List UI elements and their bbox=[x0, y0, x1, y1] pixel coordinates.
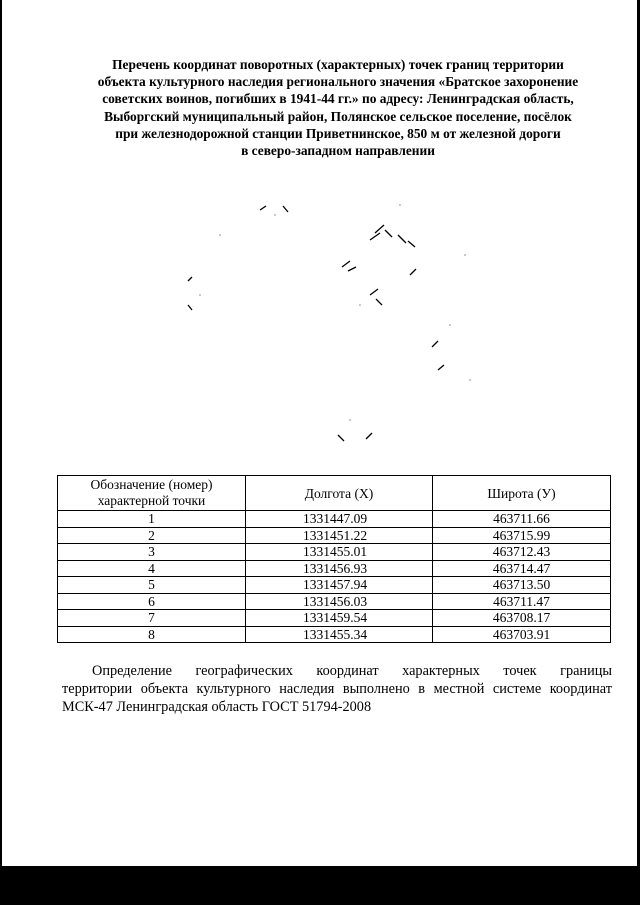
header-latitude: Широта (У) bbox=[433, 476, 611, 511]
coordinate-system-note bbox=[62, 662, 612, 716]
table-row bbox=[58, 560, 611, 577]
cell-latitude: 463708.17 bbox=[433, 610, 611, 627]
cell-longitude: 1331455.34 bbox=[246, 626, 433, 643]
title-line: Перечень координат поворотных (характерных) точек границ территории bbox=[112, 57, 564, 72]
cell-point: 5 bbox=[58, 577, 246, 594]
table-header-row bbox=[58, 476, 611, 511]
cell-longitude: 1331455.01 bbox=[246, 544, 433, 561]
cell-point: 8 bbox=[58, 626, 246, 643]
cell-latitude: 463713.50 bbox=[433, 577, 611, 594]
cell-point: 4 bbox=[58, 560, 246, 577]
header-longitude: Долгота (X) bbox=[246, 476, 433, 511]
cell-point: 7 bbox=[58, 610, 246, 627]
cell-point: 2 bbox=[58, 527, 246, 544]
cell-longitude: 1331456.03 bbox=[246, 593, 433, 610]
cell-latitude: 463711.66 bbox=[433, 511, 611, 528]
cell-latitude: 463714.47 bbox=[433, 560, 611, 577]
table-row bbox=[58, 610, 611, 627]
title-line: в северо-западном направлении bbox=[241, 143, 435, 159]
cell-longitude: 1331447.09 bbox=[246, 511, 433, 528]
faint-scheme-marks bbox=[170, 195, 490, 455]
cell-longitude: 1331456.93 bbox=[246, 560, 433, 577]
table-row bbox=[58, 527, 611, 544]
cell-point: 1 bbox=[58, 511, 246, 528]
cell-longitude: 1331451.22 bbox=[246, 527, 433, 544]
note-line: Определение географических координат характерных точек границы bbox=[92, 663, 612, 679]
cell-longitude: 1331457.94 bbox=[246, 577, 433, 594]
cell-point: 6 bbox=[58, 593, 246, 610]
table-row bbox=[58, 577, 611, 594]
note-line: МСК-47 Ленинградская область ГОСТ 51794-2008 bbox=[62, 699, 372, 715]
title-line: советских воинов, погибших в 1941-44 гг.» по адресу: Ленинградская область, bbox=[102, 91, 574, 107]
scan-bottom-bar bbox=[0, 866, 640, 905]
note-line: территории объекта культурного наследия выполнено в местной системе координат bbox=[62, 681, 612, 697]
cell-latitude: 463712.43 bbox=[433, 544, 611, 561]
cell-latitude: 463703.91 bbox=[433, 626, 611, 643]
cell-latitude: 463711.47 bbox=[433, 593, 611, 610]
coordinates-table bbox=[57, 475, 611, 643]
cell-latitude: 463715.99 bbox=[433, 527, 611, 544]
scan-left-edge bbox=[0, 0, 2, 868]
title-line: объекта культурного наследия регионального значения «Братское захоронение bbox=[97, 74, 579, 90]
cell-longitude: 1331459.54 bbox=[246, 610, 433, 627]
title-line: при железнодорожной станции Приветнинское, 850 м от железной дороги bbox=[115, 125, 561, 141]
header-point-number: Обозначение (номер) характерной точки bbox=[58, 476, 246, 511]
table-row bbox=[58, 593, 611, 610]
cell-point: 3 bbox=[58, 544, 246, 561]
table-row bbox=[58, 626, 611, 643]
title-line: Выборгский муниципальный район, Полянское сельское поселение, посёлок bbox=[104, 108, 572, 124]
table-row bbox=[58, 544, 611, 561]
table-row bbox=[58, 511, 611, 528]
document-title bbox=[58, 56, 618, 159]
